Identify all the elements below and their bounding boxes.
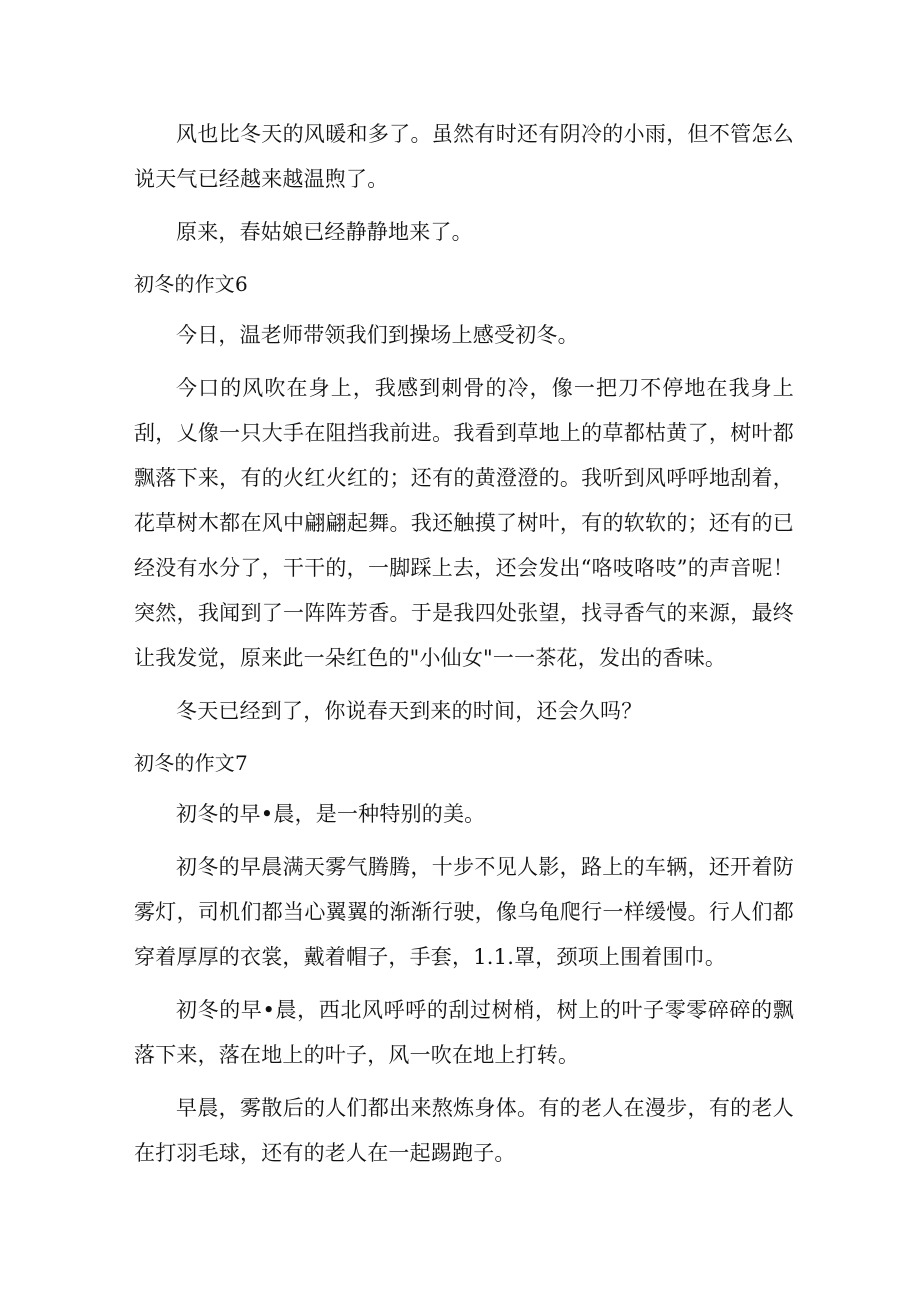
paragraph: 风也比冬天的风暖和多了。虽然有时还有阴冷的小雨，但不管怎么说天气已经越来越温煦了。 <box>134 122 794 191</box>
paragraph: 初冬的早•晨，是一种特别的美。 <box>176 802 486 826</box>
paragraph: 初冬的早晨满天雾气腾腾，十步不见人影，路上的车辆，还开着防雾灯，司机们都当心翼翼的渐渐行驶，像乌龟爬行一样缓慢。行人们都穿着厚厚的衣裳，戴着帽子，手套，1.1.罩，颈项上围着围巾。 <box>134 855 794 969</box>
section-heading: 初冬的作文6 <box>134 272 248 296</box>
document-body <box>134 112 794 1176</box>
paragraph: 初冬的早•晨，西北风呼呼的刮过树梢，树上的叶子零零碎碎的飘落下来，落在地上的叶子，风一吹在地上打转。 <box>134 998 794 1067</box>
paragraph: 今日，温老师带领我们到操场上感受初冬。 <box>176 323 579 347</box>
paragraph: 原来，春姑娘已经静静地来了。 <box>176 220 473 244</box>
paragraph: 今口的风吹在身上，我感到刺骨的冷，像一把刀不停地在我身上刮，乂像一只大手在阻挡我前进。我看到草地上的草都枯黄了，树叶都飘落下来，有的火红火红的；还有的黄澄澄的。我听到风呼呼地刮着，花草树木都在风中翩翩起舞。我还触摸了树叶，有的软软的；还有的已经没有水分了，干干的，一脚踩上去，还会发出“咯吱咯吱”的声音呢！突然，我闻到了一阵阵芳香。于是我四处张望，找寻香气的来源，最终让我发觉，原来此一朵红色的"小仙女"一一茶花，发出的香味。 <box>134 376 794 670</box>
paragraph: 冬天已经到了，你说春天到来的时间，还会久吗？ <box>176 699 643 723</box>
paragraph: 早晨，雾散后的人们都出来熬炼身体。有的老人在漫步，有的老人在打羽毛球，还有的老人在一起踢跑子。 <box>134 1096 794 1165</box>
section-heading: 初冬的作文7 <box>134 751 248 775</box>
